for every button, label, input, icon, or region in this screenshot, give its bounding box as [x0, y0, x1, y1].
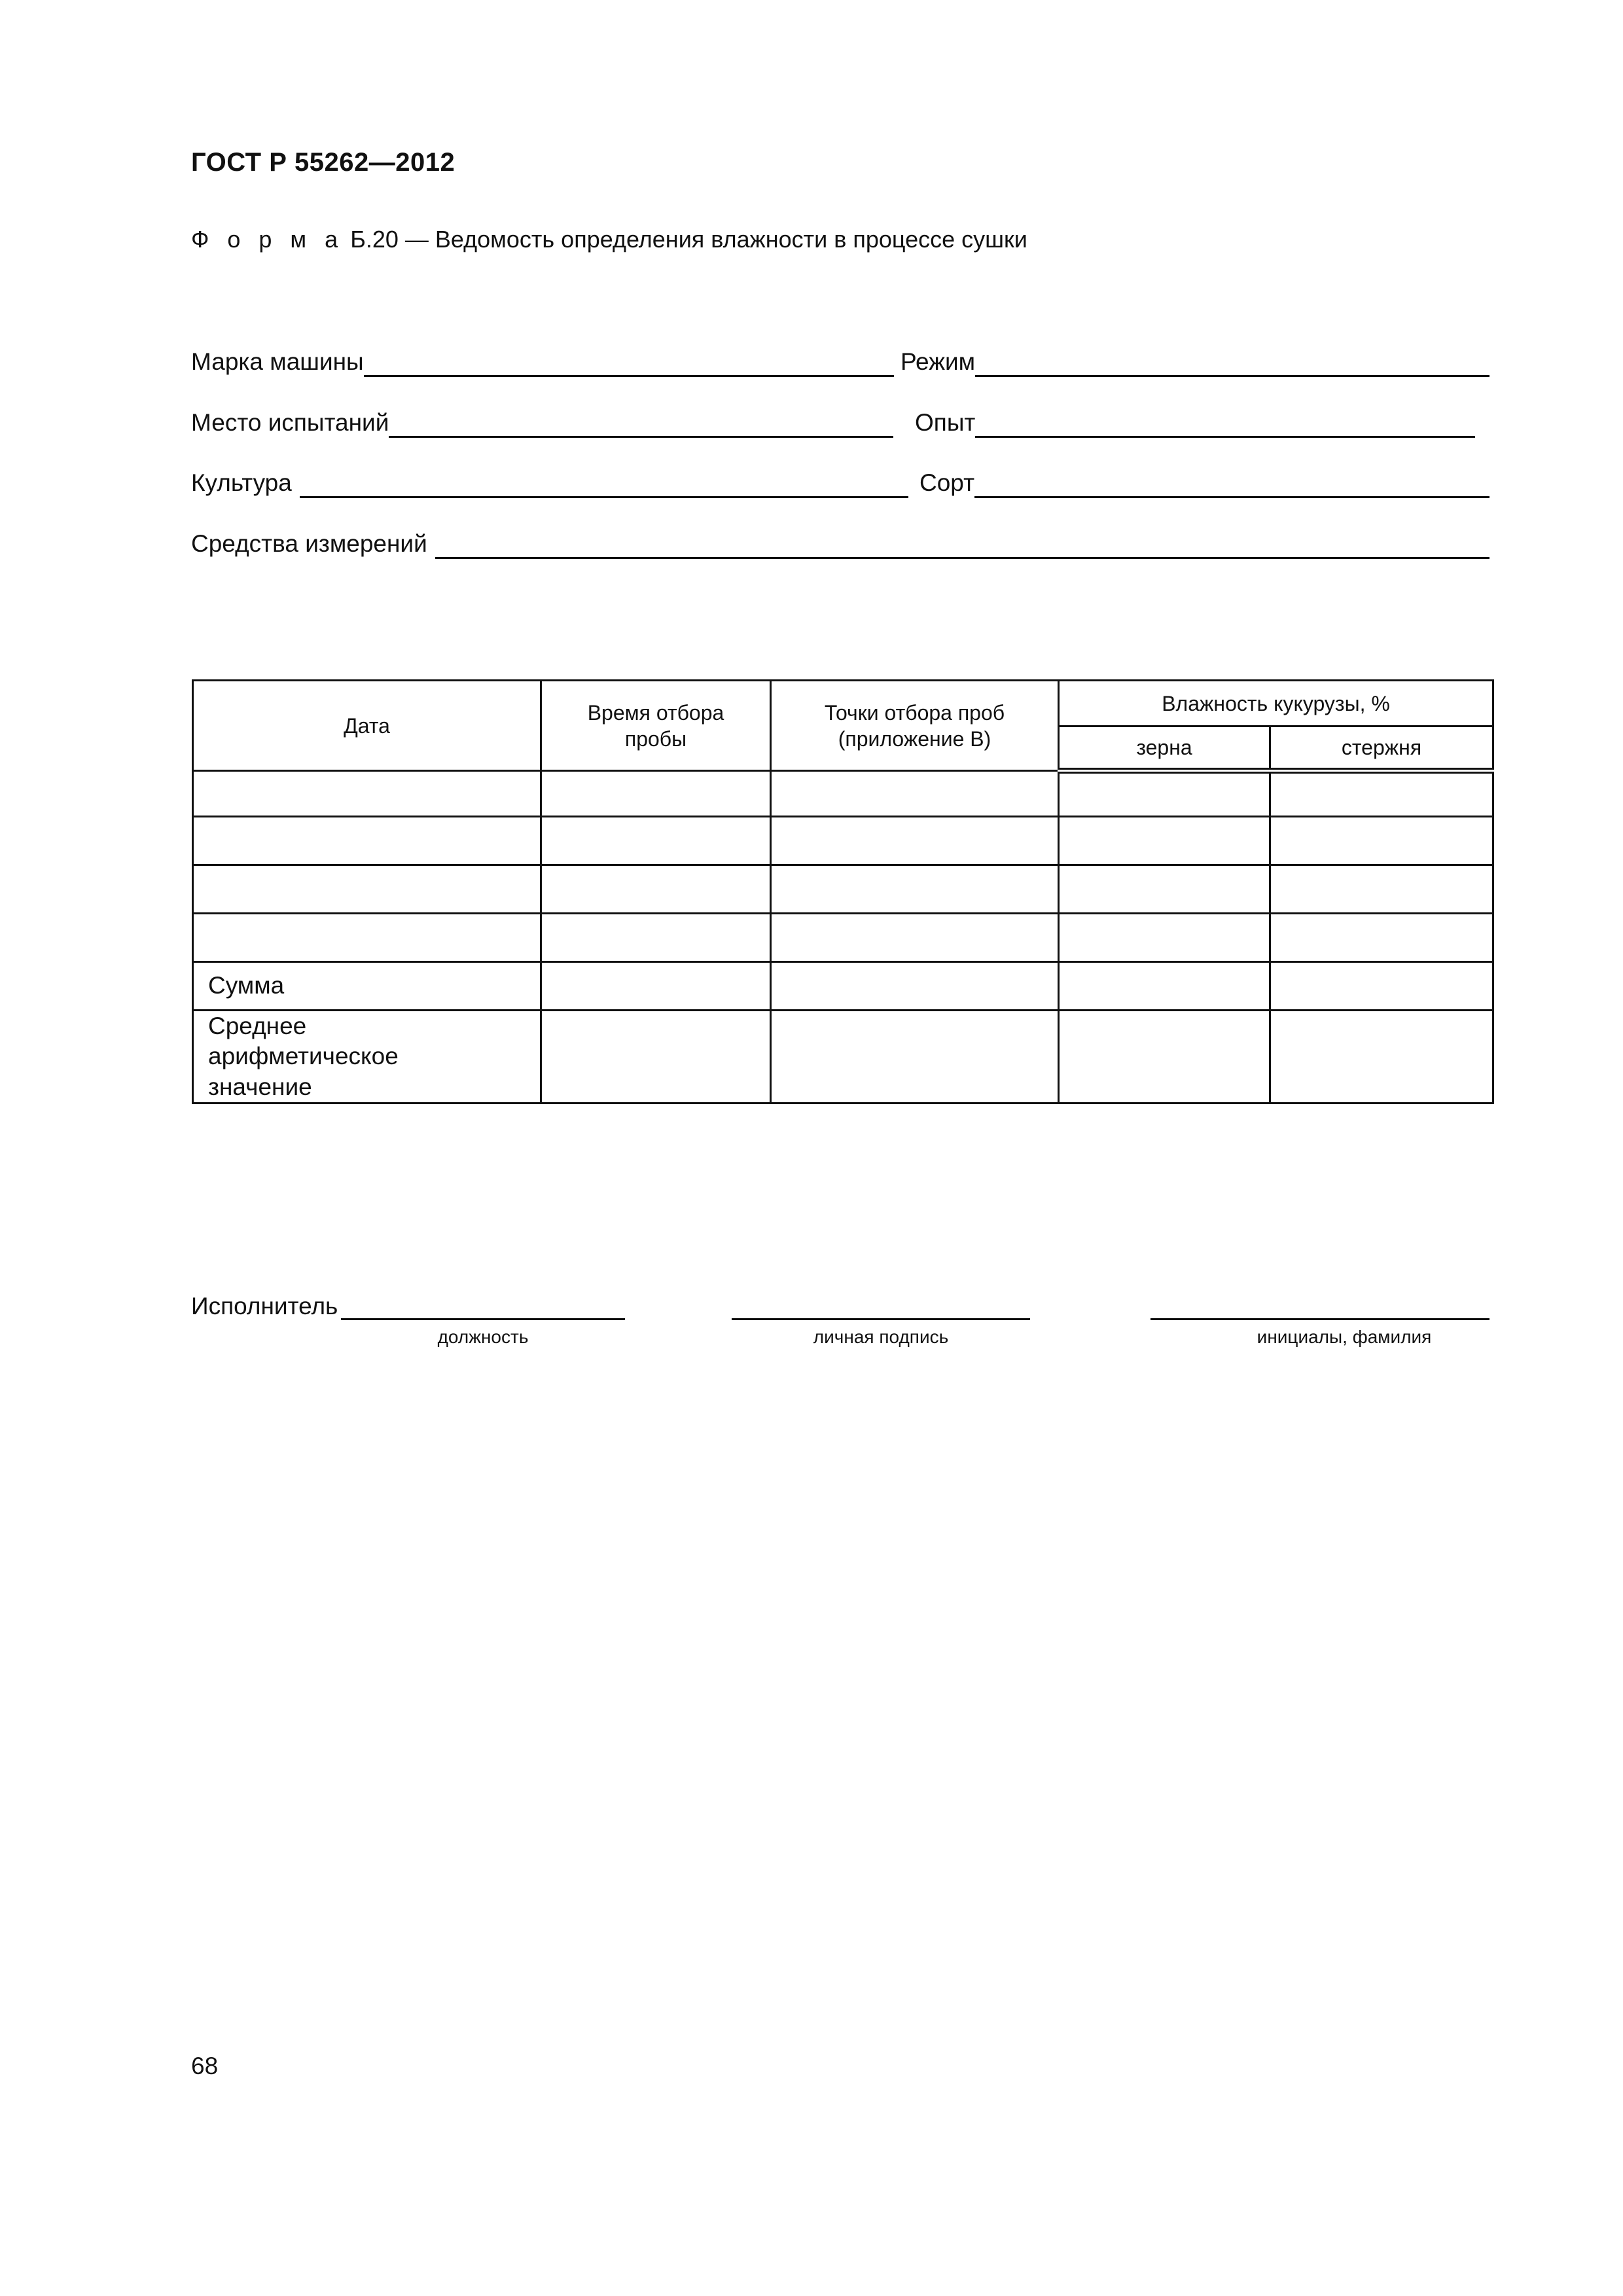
table-row — [193, 771, 1493, 817]
instruments-field — [191, 526, 1489, 559]
variety-label: Сорт — [919, 469, 975, 496]
position-line[interactable] — [341, 1318, 625, 1320]
row-label — [193, 771, 541, 817]
culture-label: Культура — [191, 469, 292, 496]
table-cell[interactable] — [1059, 1011, 1270, 1103]
variety-field — [919, 465, 1489, 498]
table-cell[interactable] — [541, 865, 771, 914]
form-word: Ф о р м а — [191, 226, 344, 253]
experiment-label: Опыт — [915, 409, 976, 436]
table-cell[interactable] — [771, 914, 1059, 962]
test-place-field — [191, 405, 893, 438]
table-cell[interactable] — [771, 1011, 1059, 1103]
test-place-line[interactable] — [389, 407, 893, 438]
mode-field — [901, 344, 1489, 377]
table-cell[interactable] — [1270, 771, 1493, 817]
header-moisture: Влажность кукурузы, % — [1059, 681, 1493, 726]
sum-row — [193, 962, 1493, 1011]
table-cell[interactable] — [771, 771, 1059, 817]
header-sample-points: Точки отбора проб (приложение В) — [771, 681, 1059, 771]
table-row — [193, 817, 1493, 865]
instruments-line[interactable] — [435, 528, 1489, 559]
table-row — [193, 865, 1493, 914]
signature-line[interactable] — [732, 1318, 1030, 1320]
standard-title: ГОСТ Р 55262—2012 — [191, 148, 455, 177]
page-number: 68 — [191, 2053, 219, 2079]
culture-field — [191, 465, 908, 498]
instruments-label: Средства измерений — [191, 530, 427, 557]
table-cell[interactable] — [1270, 962, 1493, 1011]
sum-label: Сумма — [193, 962, 541, 1011]
table-cell[interactable] — [1270, 817, 1493, 865]
table-cell[interactable] — [771, 962, 1059, 1011]
name-line[interactable] — [1150, 1318, 1489, 1320]
signature-caption: личная подпись — [813, 1327, 949, 1347]
header-cob: стержня — [1270, 726, 1493, 771]
table-cell[interactable] — [1059, 771, 1270, 817]
mode-line[interactable] — [975, 346, 1489, 377]
header-sample-time: Время отбора пробы — [541, 681, 771, 771]
moisture-table — [192, 679, 1494, 1104]
table-row — [193, 914, 1493, 962]
machine-brand-field — [191, 344, 894, 377]
table-cell[interactable] — [1270, 1011, 1493, 1103]
variety-line[interactable] — [974, 467, 1489, 498]
header-date: Дата — [193, 681, 541, 771]
mean-row — [193, 1011, 1493, 1103]
machine-brand-label: Марка машины — [191, 348, 364, 375]
table-cell[interactable] — [541, 914, 771, 962]
row-label — [193, 817, 541, 865]
table-cell[interactable] — [1059, 962, 1270, 1011]
form-caption — [191, 226, 1027, 253]
row-label — [193, 865, 541, 914]
mode-label: Режим — [901, 348, 976, 375]
table-cell[interactable] — [541, 771, 771, 817]
culture-line[interactable] — [300, 467, 908, 498]
table-cell[interactable] — [1270, 914, 1493, 962]
performer-label: Исполнитель — [191, 1293, 338, 1319]
table-cell[interactable] — [1059, 817, 1270, 865]
table-cell[interactable] — [771, 865, 1059, 914]
table-cell[interactable] — [771, 817, 1059, 865]
name-caption: инициалы, фамилия — [1257, 1327, 1432, 1347]
table-cell[interactable] — [541, 1011, 771, 1103]
test-place-label: Место испытаний — [191, 409, 389, 436]
experiment-line[interactable] — [975, 407, 1475, 438]
machine-brand-line[interactable] — [364, 346, 894, 377]
header-grain: зерна — [1059, 726, 1270, 771]
table-cell[interactable] — [1059, 914, 1270, 962]
table-cell[interactable] — [1059, 865, 1270, 914]
table-cell[interactable] — [541, 817, 771, 865]
mean-label: Среднее арифметическое значение — [193, 1011, 541, 1103]
experiment-field — [915, 405, 1475, 438]
table-cell[interactable] — [1270, 865, 1493, 914]
row-label — [193, 914, 541, 962]
position-caption: должность — [437, 1327, 529, 1347]
form-title: Б.20 — Ведомость определения влажности в процессе сушки — [350, 226, 1027, 253]
table-cell[interactable] — [541, 962, 771, 1011]
